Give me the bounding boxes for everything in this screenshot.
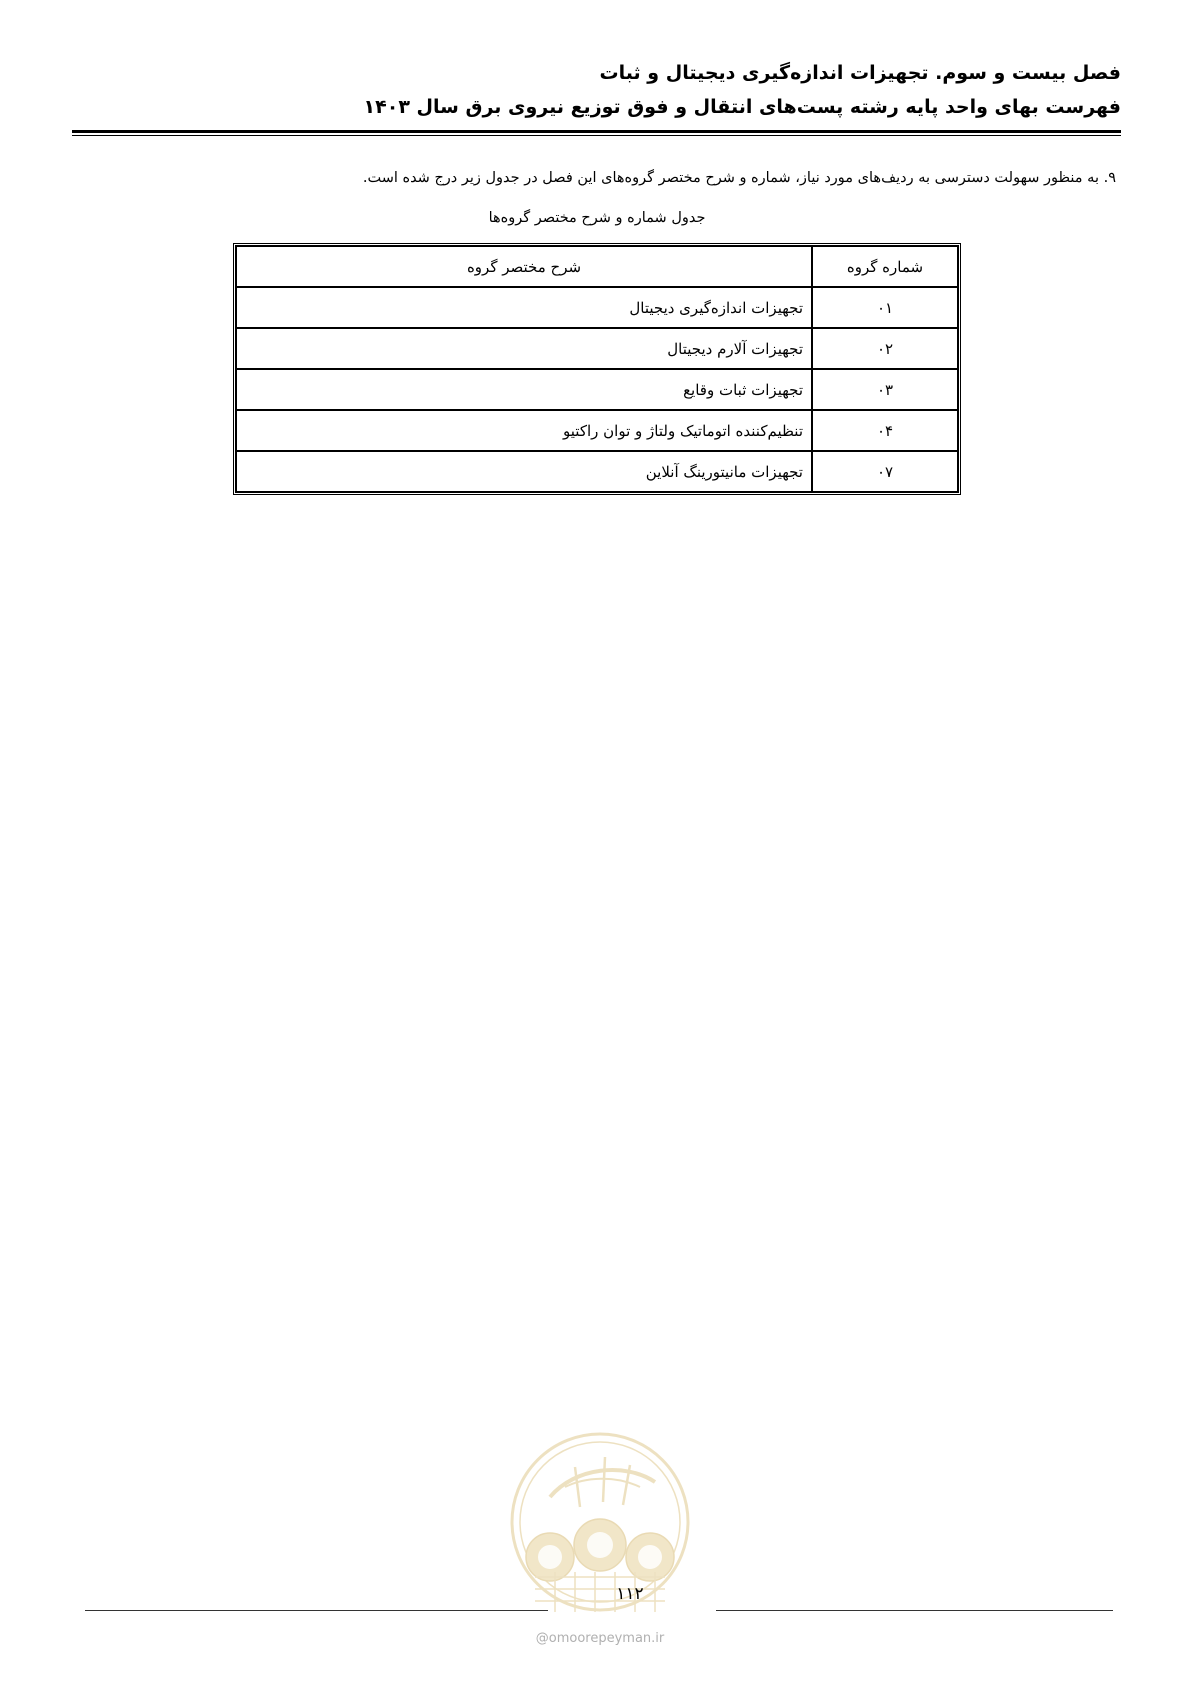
table-caption: جدول شماره و شرح مختصر گروه‌ها [488,210,706,226]
site-url: @omoorepeyman.ir [535,1631,665,1646]
page-header [70,56,1121,124]
group-description: تجهیزات مانیتورینگ آنلاین [236,451,812,492]
group-number: ۰۷ [812,451,958,492]
group-description: تجهیزات آلارم دیجیتال [236,328,812,369]
table-row [236,328,958,369]
group-number: ۰۱ [812,287,958,328]
group-description: تجهیزات ثبات وقایع [236,369,812,410]
group-number: ۰۲ [812,328,958,369]
footer-divider-right [716,1610,1113,1611]
group-description: تجهیزات اندازه‌گیری دیجیتال [236,287,812,328]
intro-paragraph: ۹. به منظور سهولت دسترسی به ردیف‌های مورد نیاز، شماره و شرح مختصر گروه‌های این فصل در جدول زیر درج شده است. [362,170,1116,186]
footer-divider-left [85,1610,548,1611]
page-number: ۱۱۲ [616,1584,644,1604]
group-number: ۰۳ [812,369,958,410]
header-group-number: شماره گروه [812,246,958,287]
header-group-description: شرح مختصر گروه [236,246,812,287]
groups-table [233,243,961,495]
header-divider [72,130,1121,136]
group-number: ۰۴ [812,410,958,451]
table-header-row [236,246,958,287]
table-row [236,287,958,328]
table-row [236,369,958,410]
book-title: فهرست بهای واحد پایه رشته پست‌های انتقال و فوق توزیع نیروی برق سال ۱۴۰۳ [363,96,1121,118]
chapter-title: فصل بیست و سوم. تجهیزات اندازه‌گیری دیجیتال و ثبات [599,62,1121,84]
group-description: تنظیم‌کننده اتوماتیک ولتاژ و توان راکتیو [236,410,812,451]
table-row [236,451,958,492]
table-row [236,410,958,451]
